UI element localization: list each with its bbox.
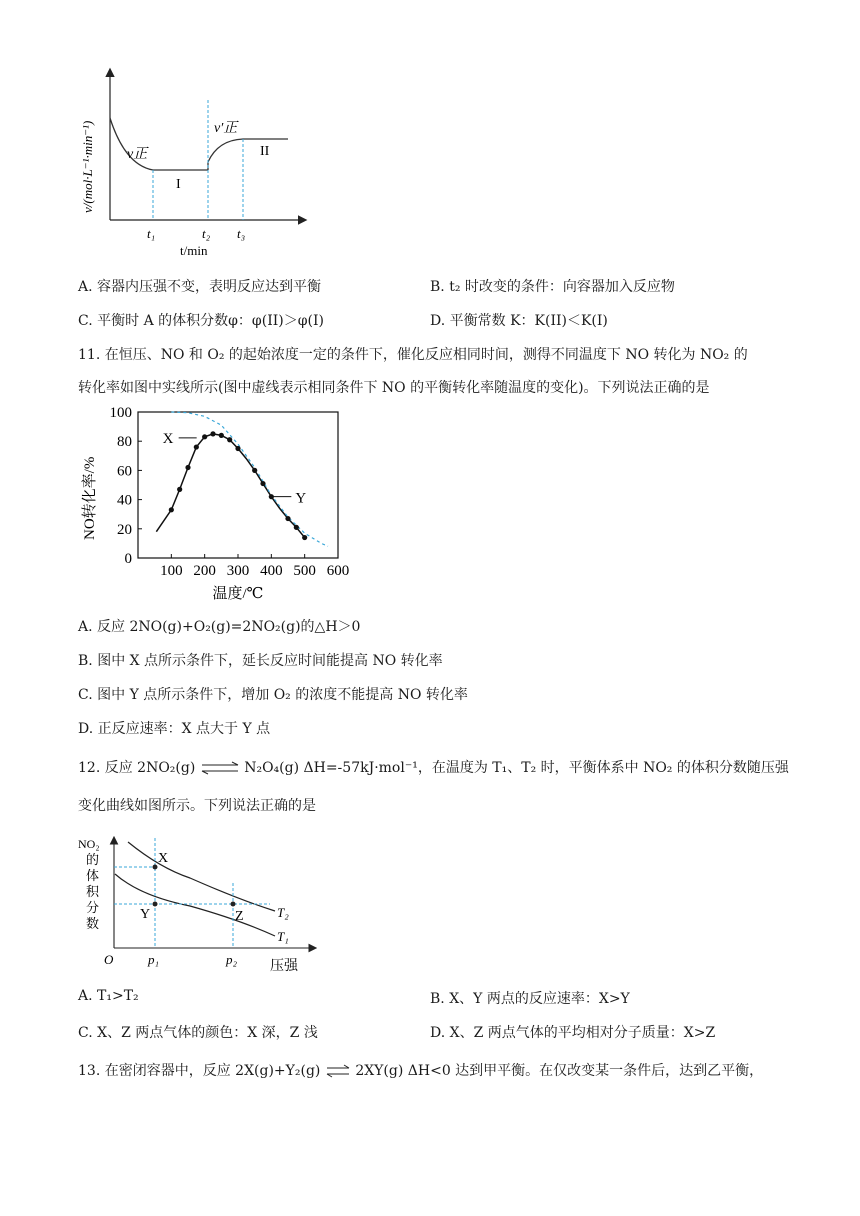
q12-ylabel-char-1: 的 (86, 852, 100, 867)
q13-stem (78, 1060, 763, 1080)
q12-stem-line2: 变化曲线如图所示。下列说法正确的是 (78, 798, 316, 814)
q11-annotation-label: X (162, 430, 174, 447)
q11-x-tick-label: 400 (260, 563, 283, 579)
q10-v-forward-label: v正 (127, 147, 148, 162)
q11-ylabel: NO转化率/% (82, 456, 98, 540)
q10-t2-label: t₂ (202, 226, 211, 241)
equilibrium-arrow-icon (200, 761, 240, 775)
q12-option-c: C. X、Z 两点气体的颜色：X 深，Z 浅 (78, 1025, 318, 1041)
q11-x-tick-label: 300 (226, 563, 250, 579)
q12-ylabel-char-2: 体 (86, 868, 100, 883)
q11-data-point (202, 434, 207, 439)
q11-data-point (227, 437, 232, 442)
q11-x-tick-label: 100 (160, 563, 183, 579)
q11-data-point (269, 494, 274, 499)
q12-point-Z (231, 902, 236, 907)
q12-ylabel-char-3: 积 (86, 884, 100, 899)
q11-xlabel: 温度/℃ (212, 586, 264, 602)
q10-curve-II (208, 139, 288, 170)
q12-point-Y (153, 902, 158, 907)
q11-option-a: A. 反应 2NO(g)+O₂(g)=2NO₂(g)的△H＞0 (78, 619, 361, 635)
q11-option-b: B. 图中 X 点所示条件下，延长反应时间能提高 NO 转化率 (78, 653, 443, 669)
q10-v-forward-prime-label: v′正 (214, 121, 238, 136)
q11-y-tick-label: 20 (117, 521, 132, 538)
q12-p2-label: p₂ (226, 952, 238, 967)
q11-data-point (177, 487, 182, 492)
q10-option-b: B. t₂ 时改变的条件：向容器加入反应物 (430, 279, 675, 295)
q11-stem-line2: 转化率如图中实线所示(图中虚线表示相同条件下 NO 的平衡转化率随温度的变化)。下列说法正确的是 (78, 380, 710, 396)
q11-data-point (285, 516, 290, 521)
q12-xlabel: 压强 (270, 959, 298, 974)
q11-data-point (260, 481, 265, 486)
q11-y-tick-label: 0 (124, 551, 132, 567)
q10-xlabel: t/min (180, 243, 208, 258)
q12-stem-post: N₂O₄(g) ΔH=-57kJ·mol⁻¹，在温度为 T₁、T₂ 时，平衡体系中 NO₂ 的体积分数随压强 (244, 760, 789, 776)
q12-graph (70, 828, 320, 978)
q12-label-X: X (158, 851, 169, 866)
q11-y-tick-label: 60 (117, 463, 132, 480)
q11-data-point (294, 525, 299, 530)
q11-x-tick-label: 500 (293, 563, 316, 579)
q11-data-point (210, 431, 215, 436)
q11-equilibrium-curve (171, 412, 328, 546)
q12-stem-line1 (78, 757, 789, 777)
q12-curve-T2 (128, 842, 275, 911)
q11-data-point (169, 507, 174, 512)
q11-option-d: D. 正反应速率：X 点大于 Y 点 (78, 721, 271, 737)
q11-chart-svg (78, 400, 368, 610)
q10-rate-time-figure (70, 60, 330, 260)
q13-stem-pre: 13. 在密闭容器中，反应 2X(g)+Y₂(g) (78, 1063, 321, 1079)
q11-data-point (219, 433, 224, 438)
q12-option-a: A. T₁>T₂ (78, 988, 139, 1004)
q12-label-T2: T₂ (277, 905, 289, 920)
q12-label-Y: Y (140, 907, 151, 922)
q12-curve-T1 (115, 874, 275, 936)
q12-p1-label: p₁ (148, 952, 160, 967)
q12-ylabel-char-5: 数 (86, 916, 100, 931)
equilibrium-arrow-icon (325, 1064, 351, 1078)
q12-fraction-pressure-figure (70, 828, 320, 978)
q11-x-tick-label: 600 (326, 563, 350, 579)
q12-label-T1: T₁ (277, 929, 289, 944)
q12-ylabel-top: NO₂ (78, 837, 100, 851)
q10-curve-I (110, 118, 208, 170)
q11-data-point (235, 446, 240, 451)
q12-label-Z: Z (235, 909, 244, 924)
q10-option-d: D. 平衡常数 K：K(II)＜K(I) (430, 313, 608, 329)
q10-option-c: C. 平衡时 A 的体积分数φ：φ(II)＞φ(I) (78, 313, 324, 329)
q10-ylabel: v/(mol·L⁻¹·min⁻¹) (80, 120, 95, 213)
q10-option-a: A. 容器内压强不变，表明反应达到平衡 (78, 279, 322, 295)
q11-x-tick-label: 200 (193, 563, 216, 579)
q11-annotation-label: Y (295, 490, 307, 507)
q10-t3-label: t₃ (237, 226, 246, 241)
q11-y-tick-label: 100 (109, 405, 132, 421)
q10-region-II: II (260, 144, 270, 159)
q11-data-point (194, 444, 199, 449)
q12-point-X (153, 865, 158, 870)
q11-data-point (252, 468, 257, 473)
q10-t1-label: t₁ (147, 226, 156, 241)
q10-region-I: I (176, 177, 181, 192)
q12-origin: O (104, 952, 114, 967)
q12-option-b: B. X、Y 两点的反应速率：X>Y (430, 991, 630, 1007)
q11-y-tick-label: 80 (117, 434, 132, 451)
q11-measured-curve (156, 434, 307, 538)
q11-option-c: C. 图中 Y 点所示条件下，增加 O₂ 的浓度不能提高 NO 转化率 (78, 687, 468, 703)
q11-y-tick-label: 40 (117, 492, 132, 509)
q12-ylabel-char-4: 分 (86, 900, 100, 915)
q11-stem-line1: 11. 在恒压、NO 和 O₂ 的起始浓度一定的条件下，催化反应相同时间，测得不同温度下 NO 转化为 NO₂ 的 (78, 347, 748, 363)
q11-data-point (185, 465, 190, 470)
q12-option-d: D. X、Z 两点气体的平均相对分子质量：X>Z (430, 1025, 716, 1041)
q11-conversion-chart (78, 400, 368, 610)
q12-stem-pre: 12. 反应 2NO₂(g) (78, 760, 196, 776)
q13-stem-post: 2XY(g) ΔH<0 达到甲平衡。在仅改变某一条件后，达到乙平衡， (355, 1063, 764, 1079)
q10-rate-graph (70, 60, 330, 260)
q11-data-point (302, 535, 307, 540)
